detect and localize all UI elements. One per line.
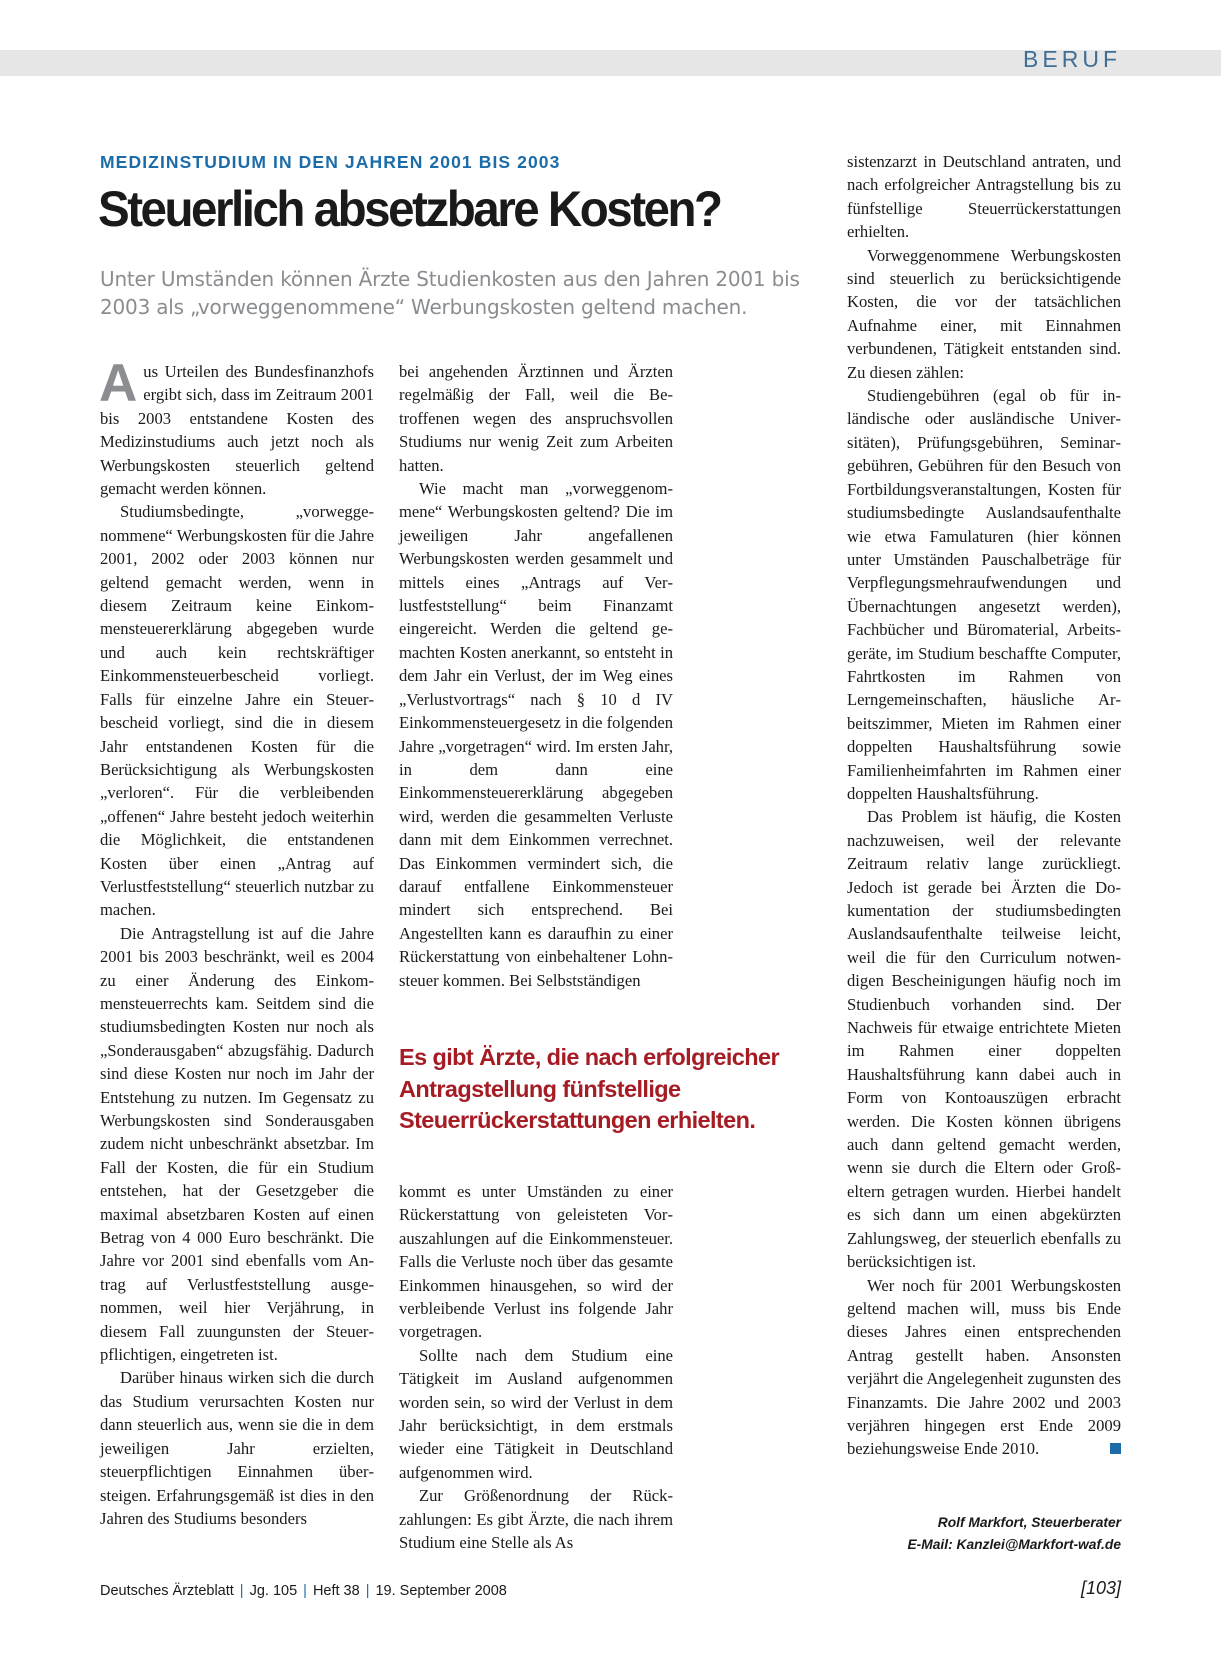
article-column-1 <box>99 354 374 1530</box>
end-mark-icon <box>1110 1443 1121 1454</box>
paragraph: Wie macht man „vorweggenommene“ Werbungskosten geltend? Die im jeweiligen Jahr angefallenen Werbungskosten werden gesammelt und mittels eines „Antrags auf Verlustfeststellung“ beim Finanzamt eingereicht. Werden die geltend gemachten Kosten anerkannt, so entsteht in dem Jahr ein Verlust, der im Weg eines „Verlustvortrags“ nach § 10 d IV Einkommensteuergesetz in die folgenden Jahre „vorgetragen“ wird. Im ersten Jahr, in dem dann eine Einkommensteuererklärung abgegeben wird, werden die gesammelten Verluste dann mit dem Einkommen verrechnet. Das Einkommen vermindert sich, die darauf entfallene Einkommensteuer mindert sich entsprechend. Bei Angestellten kann es daraufhin zu einer Rückerstattung von einbehaltener Lohnsteuer kommen. Bei Selbstständigen <box>399 479 673 990</box>
paragraph: kommt es unter Umständen zu einer Rückerstattung von geleisteten Vorauszahlungen auf die Einkommensteuer. Falls die Verluste noch über das gesamte Einkommen hinausgehen, so wird der verbleibende Verlust ins folgende Jahr vorgetragen. <box>399 1182 673 1342</box>
section-label: BERUF <box>1023 46 1121 72</box>
article-column-2-bottom <box>399 1180 673 1555</box>
paragraph-text: us Urteilen des Bundesfinanzhofs ergibt sich, dass im Zeitraum 2001 bis 2003 entstandene Kosten des Medizinstudiums auch jetzt noch als Werbungskosten steuerlich geltend gemacht werden können. <box>100 362 374 499</box>
paragraph: Die Antragstellung ist auf die Jahre 2001 bis 2003 beschränkt, weil es 2004 zu einer Änderung des Einkommensteuerrechts kam. Seitdem sind die studiumsbedingten Kosten nur noch als „Sonderausgaben“ abzugsfähig. Dadurch sind diese Kosten nur noch im Jahr der Entstehung zu nutzen. Im Gegensatz zu Werbungskosten sind Sonderausgaben zudem nicht unbeschränkt absetzbar. Im Fall der Kosten, die für ein Studium entstehen, hat der Gesetzgeber die maximal absetzbaren Kosten auf einen Betrag von 4 000 Euro beschränkt. Die Jahre vor 2001 sind ebenfalls vom Antrag auf Verlustfeststellung ausgenommen, weil hier Verjährung, in diesem Fall zuungunsten der Steuerpflichtigen, eingetreten ist. <box>100 923 374 1365</box>
pull-quote: Es gibt Ärzte, die nach erfolgreicher Antragstellung fünfstellige Steuerrückerstattungen erhielten. <box>399 1044 780 1133</box>
paragraph: Studiumsbedingte, „vorweggenommene“ Werbungskosten für die Jahre 2001, 2002 oder 2003 können nur geltend gemacht werden, wenn in diesem Zeitraum keine Einkommensteuererklärung abgegeben wurde und auch kein rechtskräftiger Einkommensteuerbescheid vorliegt. Falls für einzelne Jahre ein Steuerbescheid vorliegt, sind die in diesem Jahr entstandenen Kosten für die Berücksichtigung als Werbungskosten „verloren“. Für die verbleibenden „offenen“ Jahre besteht jedoch weiterhin die Möglichkeit, die entstandenen Kosten über einen „Antrag auf Verlustfeststellung“ steuerlich nutzbar zu machen. <box>100 502 374 920</box>
journal-volume: Jg. 105 <box>249 1583 298 1599</box>
paragraph: Sollte nach dem Studium eine Tätigkeit im Ausland aufgenommen worden sein, so wird der Verlust in dem Jahr berücksichtigt, in dem erstmals wieder eine Tätigkeit in Deutschland aufgenommen wird. <box>399 1345 673 1482</box>
paragraph <box>847 1274 1121 1461</box>
footer <box>100 1583 507 1599</box>
paragraph: Darüber hinaus wirken sich die durch das Studium verursachten Kosten nur dann steuerlich aus, wenn sie die in dem jeweiligen Jahr erzielten, steuerpflichtigen Einnahmen übersteigen. Erfahrungsgemäß ist dies in den Jahren des Studiums besonders <box>100 1368 374 1528</box>
paragraph: bei angehenden Ärztinnen und Ärzten regelmäßig der Fall, weil die Betroffenen wegen des anspruchsvollen Studiums nur wenig Zeit zum Arbeiten hatten. <box>399 362 673 475</box>
divider: | <box>303 1583 307 1599</box>
journal-issue: Heft 38 <box>312 1583 360 1599</box>
page-number: [103] <box>1080 1578 1121 1598</box>
paragraph-text: Wer noch für 2001 Werbungskosten geltend machen will, muss bis Ende dieses Jahres einen entsprechenden Antrag gestellt haben. Ansonsten verjährt die Angelegenheit zugunsten des Finanzamts. Die Jahre 2002 und 2003 verjähren hingegen erst Ende 2009 beziehungsweise Ende 2010. <box>847 1275 1121 1459</box>
article-column-3 <box>847 150 1121 1461</box>
author-block <box>907 1512 1121 1556</box>
journal-date: 19. September 2008 <box>375 1583 507 1599</box>
drop-cap: A <box>99 354 138 413</box>
divider: | <box>239 1583 244 1599</box>
paragraph: sistenzarzt in Deutschland antraten, und nach erfolgreicher Antragstellung bis zu fünfstellige Steuerrückerstattungen erhielten. <box>847 152 1121 242</box>
paragraph <box>99 354 374 500</box>
paragraph: Das Problem ist häufig, die Kosten nachzuweisen, weil der relevante Zeitraum relativ lange zurückliegt. Jedoch ist gerade bei Ärzten die Dokumentation der studiumsbedingten Auslandsaufenthalte teilweise leicht, weil die für den Curriculum notwendigen Bescheinigungen häufig noch im Studienbuch vorhanden sind. Der Nachweis für etwaige entrichtete Mieten im Rahmen einer doppelten Haushaltsführung kann dabei auch in Form von Kontoauszügen erbracht werden. Die Kosten können übrigens auch dann geltend gemacht werden, wenn sie durch die Eltern oder Großeltern getragen wurden. Hierbei handelt es sich dann um einen abgekürzten Zahlungsweg, der steuerlich ebenfalls zu berücksichtigen ist. <box>847 807 1121 1272</box>
paragraph: Studiengebühren (egal ob für inländische oder ausländische Universitäten), Prüfungsgebühren, Seminargebühren, Gebühren für den Besuch von Fortbildungsveranstaltungen, Kosten für studiumsbedingte Auslandsaufenthalte wie etwa Famulaturen (hier können unter Umständen Pauschalbeträge für Verpflegungsmehraufwendungen und Übernachtungen angesetzt werden), Fachbücher und Büromaterial, Arbeitsgeräte, im Studium beschaffte Computer, Fahrtkosten im Rahmen von Lerngemeinschaften, häusliche Arbeitszimmer, Mieten im Rahmen einer doppelten Haushaltsführung sowie Familienheimfahrten im Rahmen einer doppelten Haushaltsführung. <box>847 386 1121 803</box>
divider: | <box>365 1583 370 1599</box>
article-kicker: MEDIZINSTUDIUM IN DEN JAHREN 2001 BIS 2003 <box>100 152 561 172</box>
article-lead: Unter Umständen können Ärzte Studienkosten aus den Jahren 2001 bis 2003 als „vorweggenommene“ Werbungskosten geltend machen. <box>100 267 800 319</box>
paragraph: Vorweggenommene Werbungskosten sind steuerlich zu berücksichtigende Kosten, die vor der tatsächlichen Aufnahme einer, mit Einnahmen verbundenen, Tätigkeit entstanden sind. Zu diesen zählen: <box>847 245 1121 382</box>
author-email: E-Mail: Kanzlei@Markfort-waf.de <box>907 1537 1121 1552</box>
paragraph: Zur Größenordnung der Rückzahlungen: Es gibt Ärzte, die nach ihrem Studium eine Stelle als As <box>399 1486 673 1553</box>
article-headline: Steuerlich absetzbare Kosten? <box>98 181 721 237</box>
article-column-2-top <box>399 360 673 992</box>
journal-name: Deutsches Ärzteblatt <box>100 1583 234 1599</box>
author-name: Rolf Markfort, Steuerberater <box>937 1515 1121 1530</box>
